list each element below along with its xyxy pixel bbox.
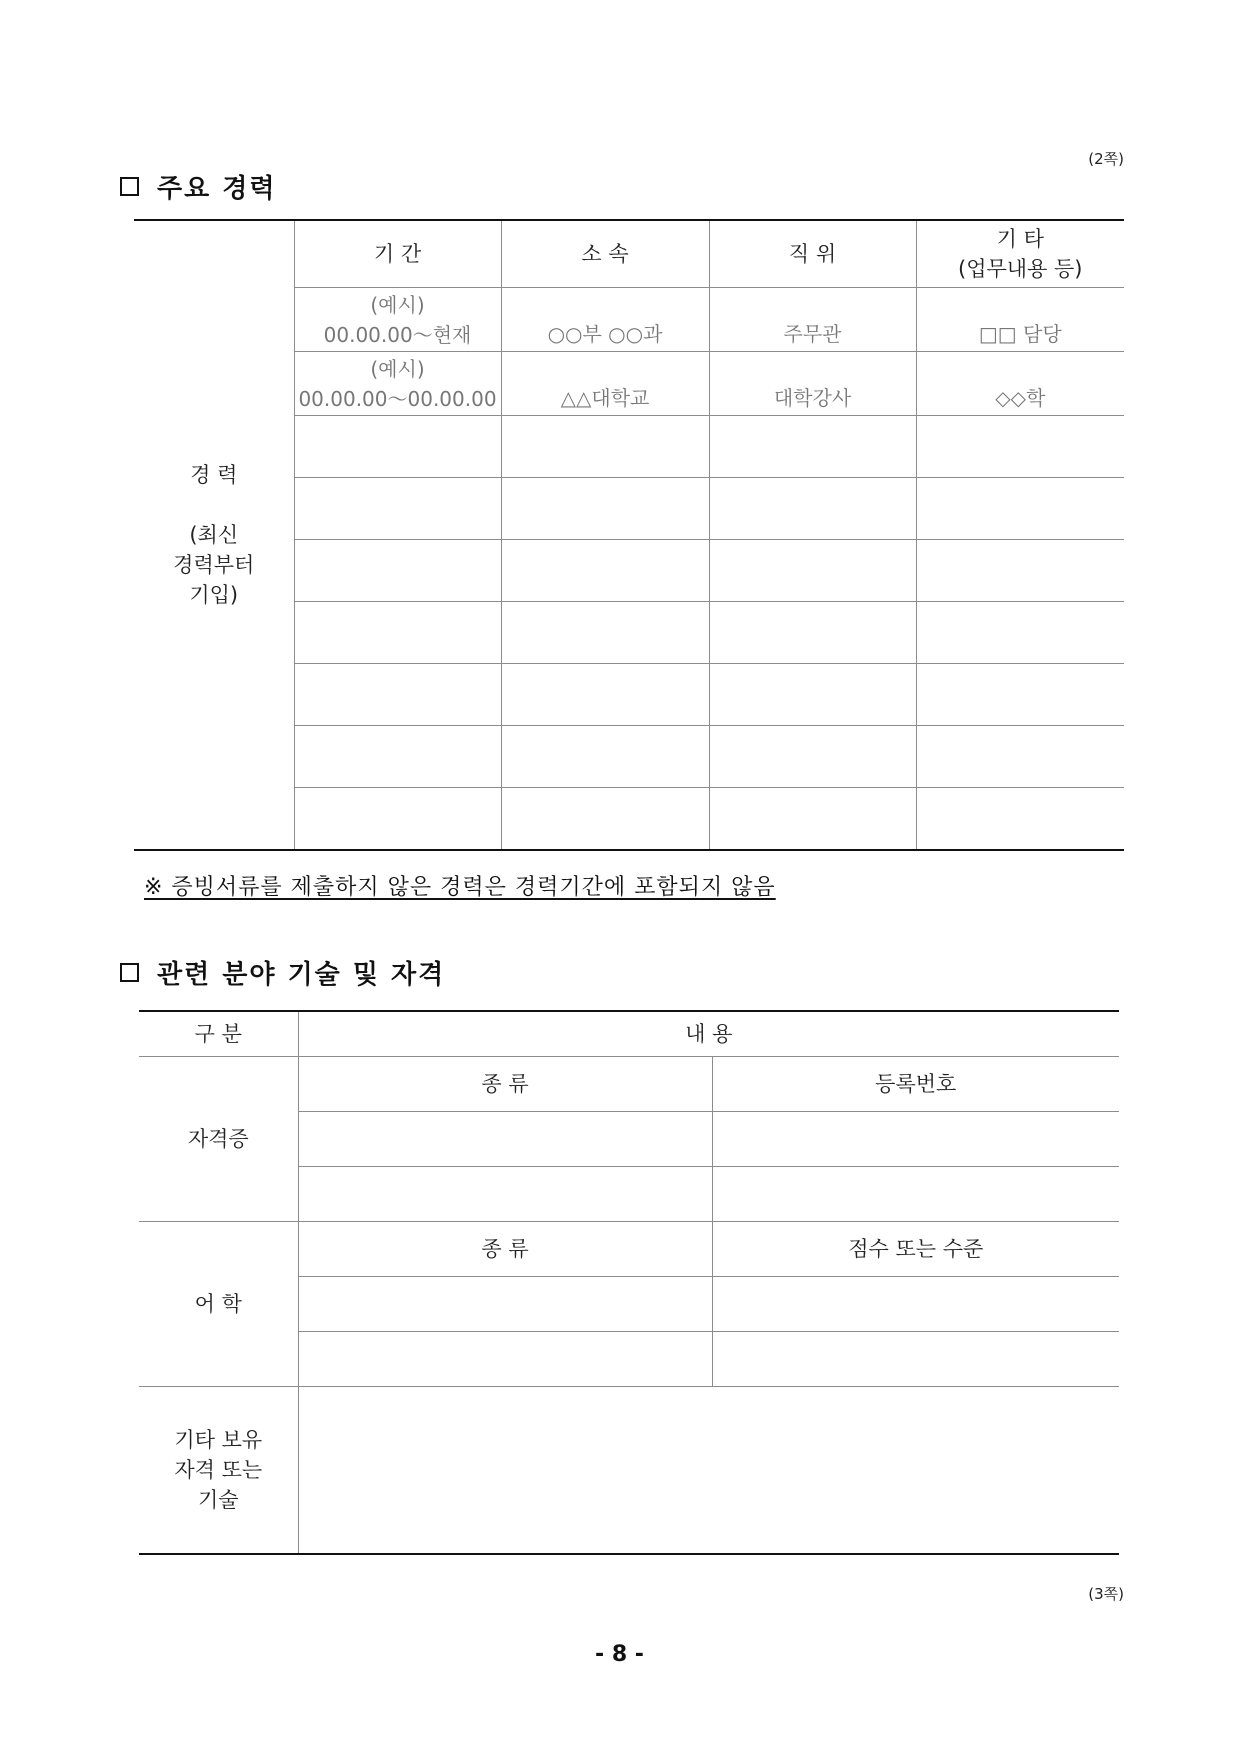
example-2-other[interactable]: ◇◇학	[916, 352, 1124, 416]
checkbox-square-icon	[120, 177, 139, 196]
page-number-label-top: (2쪽)	[1088, 150, 1124, 168]
career-cell[interactable]	[916, 540, 1124, 602]
example-2-position[interactable]: 대학강사	[709, 352, 916, 416]
career-cell[interactable]	[916, 416, 1124, 478]
career-table	[134, 219, 1124, 851]
example-1-tag: (예시)	[370, 292, 425, 317]
career-cell[interactable]	[916, 602, 1124, 664]
example-1-position[interactable]: 주무관	[709, 288, 916, 352]
language-type-cell[interactable]	[298, 1277, 712, 1332]
other-skills-label-line1: 기타 보유	[174, 1428, 263, 1452]
certificate-number-cell[interactable]	[712, 1112, 1119, 1167]
other-skills-cell[interactable]	[298, 1387, 1119, 1555]
career-cell[interactable]	[709, 478, 916, 540]
page-number-label-bottom: (3쪽)	[1088, 1585, 1124, 1603]
career-cell[interactable]	[709, 540, 916, 602]
certificate-type-cell[interactable]	[298, 1167, 712, 1222]
career-cell[interactable]	[709, 726, 916, 788]
language-score-cell[interactable]	[712, 1332, 1119, 1387]
career-cell[interactable]	[501, 726, 709, 788]
career-side-label	[134, 220, 294, 850]
career-cell[interactable]	[501, 664, 709, 726]
header-other	[916, 220, 1124, 288]
career-cell[interactable]	[501, 788, 709, 851]
section-title-skills-text: 관련 분야 기술 및 자격	[157, 960, 446, 990]
certificate-number-cell[interactable]	[712, 1167, 1119, 1222]
other-skills-label-line2: 자격 또는	[174, 1458, 263, 1482]
example-1-period-value: 00.00.00～현재	[323, 322, 472, 347]
career-cell[interactable]	[709, 416, 916, 478]
career-cell[interactable]	[916, 726, 1124, 788]
other-skills-row	[139, 1387, 1119, 1555]
career-cell[interactable]	[294, 788, 501, 851]
career-cell[interactable]	[501, 540, 709, 602]
certificate-number-header: 등록번호	[712, 1057, 1119, 1112]
certificate-type-cell[interactable]	[298, 1112, 712, 1167]
example-1-period[interactable]	[294, 288, 501, 352]
career-cell[interactable]	[709, 788, 916, 851]
career-cell[interactable]	[916, 664, 1124, 726]
header-other-line1: 기 타	[996, 227, 1044, 251]
header-period: 기 간	[294, 220, 501, 288]
language-score-cell[interactable]	[712, 1277, 1119, 1332]
career-side-label-line4: 기입)	[189, 583, 239, 607]
example-2-period[interactable]	[294, 352, 501, 416]
career-cell[interactable]	[294, 416, 501, 478]
example-2-period-value: 00.00.00～00.00.00	[298, 386, 497, 411]
language-header-row	[139, 1222, 1119, 1277]
header-position: 직 위	[709, 220, 916, 288]
career-header-row	[134, 220, 1124, 288]
example-2-affiliation[interactable]: △△대학교	[501, 352, 709, 416]
example-2-tag: (예시)	[370, 356, 425, 381]
career-cell[interactable]	[501, 478, 709, 540]
language-type-header: 종 류	[298, 1222, 712, 1277]
career-cell[interactable]	[501, 602, 709, 664]
career-cell[interactable]	[294, 478, 501, 540]
career-cell[interactable]	[709, 602, 916, 664]
career-cell[interactable]	[294, 602, 501, 664]
language-label: 어 학	[139, 1222, 298, 1387]
language-score-header: 점수 또는 수준	[712, 1222, 1119, 1277]
career-side-label-line1: 경 력	[190, 463, 238, 487]
career-cell[interactable]	[916, 478, 1124, 540]
section-title-career	[120, 168, 277, 205]
certificate-header-row	[139, 1057, 1119, 1112]
section-title-skills	[120, 954, 445, 991]
career-side-label-line3: 경력부터	[173, 553, 255, 577]
header-affiliation: 소 속	[501, 220, 709, 288]
certificate-label: 자격증	[139, 1057, 298, 1222]
checkbox-square-icon	[120, 963, 139, 982]
section-title-career-text: 주요 경력	[157, 174, 277, 204]
career-cell[interactable]	[916, 788, 1124, 851]
example-1-affiliation[interactable]: ○○부 ○○과	[501, 288, 709, 352]
career-cell[interactable]	[294, 664, 501, 726]
header-content: 내 용	[298, 1011, 1119, 1057]
header-category: 구 분	[139, 1011, 298, 1057]
other-skills-label-line3: 기술	[197, 1488, 239, 1512]
example-1-other[interactable]: □□ 담당	[916, 288, 1124, 352]
skills-table	[139, 1010, 1119, 1555]
evidence-note: ※ 증빙서류를 제출하지 않은 경력은 경력기간에 포함되지 않음	[144, 875, 776, 900]
career-cell[interactable]	[294, 540, 501, 602]
career-cell[interactable]	[709, 664, 916, 726]
other-skills-label	[139, 1387, 298, 1555]
skills-header-row	[139, 1011, 1119, 1057]
career-side-label-line2: (최신	[189, 523, 239, 547]
page-footer: - 8 -	[595, 1642, 644, 1667]
header-other-line2: (업무내용 등)	[958, 257, 1083, 281]
certificate-type-header: 종 류	[298, 1057, 712, 1112]
career-cell[interactable]	[294, 726, 501, 788]
career-cell[interactable]	[501, 416, 709, 478]
language-type-cell[interactable]	[298, 1332, 712, 1387]
